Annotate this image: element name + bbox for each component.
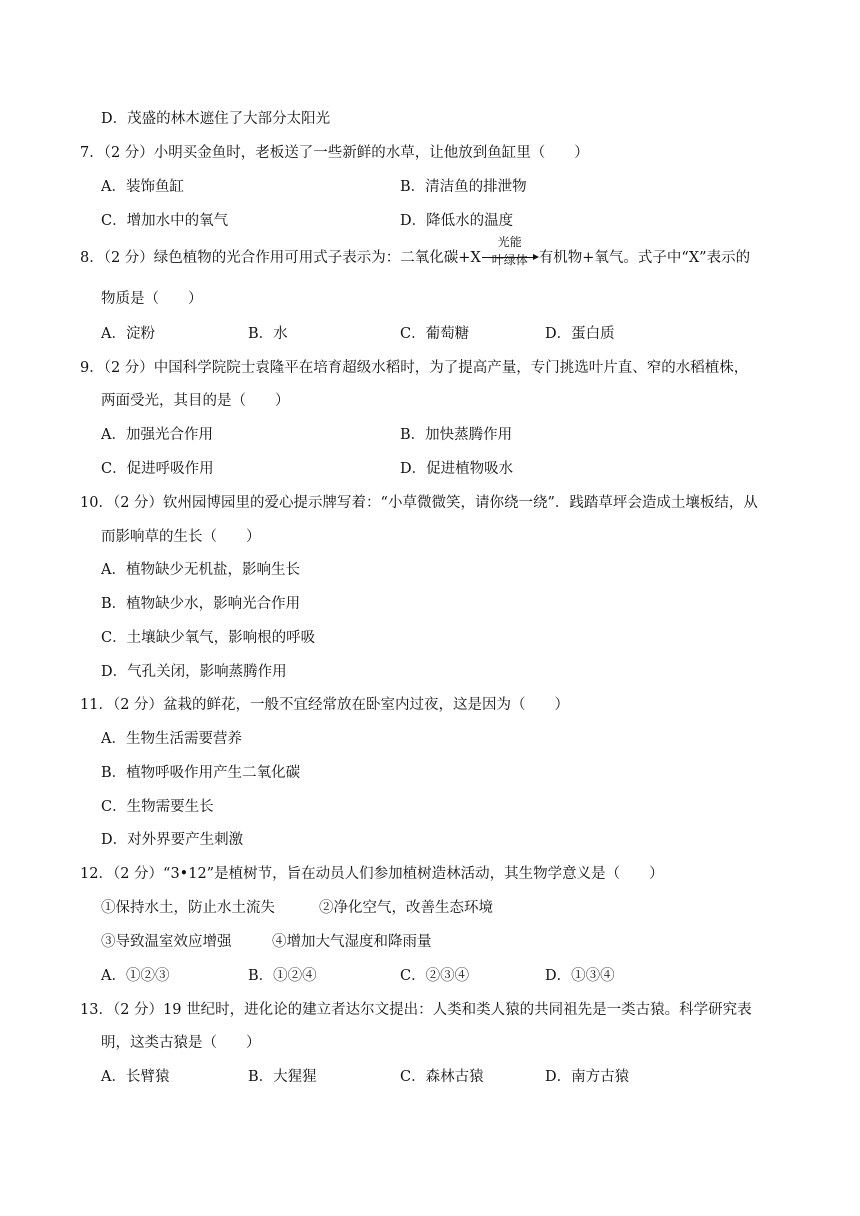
- q7-stem: 7．（2 分）小明买金鱼时，老板送了一些新鲜的水草，让他放到鱼缸里（ ）: [80, 145, 589, 161]
- q9-option-b: B．加快蒸腾作用: [400, 427, 513, 443]
- q10-option-a: A．植物缺少无机盐，影响生长: [101, 562, 300, 578]
- q7-option-b: B．清洁鱼的排泄物: [400, 179, 527, 195]
- q10-option-c: C．土壤缺少氧气，影响根的呼吸: [101, 630, 316, 646]
- reaction-condition-bottom: 叶绿体: [491, 253, 528, 267]
- q8-stem-after: 有机物+氧气。式子中“X”表示的: [538, 250, 751, 266]
- q8-option-b: B．水: [248, 326, 288, 342]
- q8-stem-before: 8．（2 分）绿色植物的光合作用可用式子表示为：二氧化碳+X: [80, 250, 481, 266]
- q12-option-d: D．①③④: [545, 968, 615, 984]
- q10-option-d: D．气孔关闭，影响蒸腾作用: [101, 664, 287, 680]
- q11-option-b: B．植物呼吸作用产生二氧化碳: [101, 765, 301, 781]
- q9-option-a: A．加强光合作用: [101, 427, 213, 443]
- q13-option-b: B．大猩猩: [248, 1069, 317, 1085]
- q11-option-a: A．生物生活需要营养: [101, 731, 242, 747]
- q11-stem: 11．（2 分）盆栽的鲜花，一般不宜经常放在卧室内过夜，这是因为（ ）: [80, 697, 570, 713]
- q12-item-2: ②净化空气，改善生态环境: [319, 900, 493, 916]
- q9-option-d: D．促进植物吸水: [400, 461, 514, 477]
- q12-option-b: B．①②④: [248, 968, 317, 984]
- q12-item-4: ④增加大气湿度和降雨量: [272, 934, 432, 950]
- q9-option-c: C．促进呼吸作用: [101, 461, 214, 477]
- q13-stem: 13．（2 分）19 世纪时，进化论的建立者达尔文提出：人类和类人猿的共同祖先是一类古猿。科学研究表: [80, 1002, 752, 1018]
- q8-stem: [80, 235, 751, 268]
- q9-stem-line2: 两面受光，其目的是（ ）: [101, 393, 290, 409]
- q13-option-c: C．森林古猿: [400, 1069, 484, 1085]
- q10-option-b: B．植物缺少水，影响光合作用: [101, 596, 301, 612]
- q7-option-a: A．装饰鱼缸: [101, 179, 184, 195]
- q8-stem-line2: 物质是（ ）: [101, 291, 203, 307]
- q9-stem: 9．（2 分）中国科学院院士袁隆平在培育超级水稻时，为了提高产量，专门挑选叶片直、窄的水稻植株，: [80, 360, 749, 376]
- q6-option-d: D．茂盛的林木遮住了大部分太阳光: [101, 111, 331, 127]
- q11-option-c: C．生物需要生长: [101, 799, 214, 815]
- q13-option-a: A．长臂猿: [101, 1069, 170, 1085]
- q10-stem: 10．（2 分）钦州园博园里的爱心提示牌写着：“小草微微笑，请你绕一绕”．践踏草坪会造成土壤板结，从: [80, 495, 758, 511]
- reaction-arrow: [482, 235, 538, 268]
- q7-option-d: D．降低水的温度: [400, 213, 514, 229]
- q8-option-a: A．淀粉: [101, 326, 155, 342]
- q7-option-c: C．增加水中的氧气: [101, 213, 229, 229]
- q12-item-1: ①保持水土，防止水土流失: [101, 900, 275, 916]
- q13-stem-line2: 明，这类古猿是（ ）: [101, 1035, 261, 1051]
- q12-stem: 12．（2 分）“3•12”是植树节，旨在动员人们参加植树造林活动，其生物学意义是（ ）: [80, 866, 664, 882]
- q8-option-c: C．葡萄糖: [400, 326, 470, 342]
- q8-option-d: D．蛋白质: [545, 326, 615, 342]
- q13-option-d: D．南方古猿: [545, 1069, 630, 1085]
- q10-stem-line2: 而影响草的生长（ ）: [101, 529, 261, 545]
- q12-option-a: A．①②③: [101, 968, 170, 984]
- reaction-condition-top: 光能: [497, 235, 522, 249]
- q11-option-d: D．对外界要产生刺激: [101, 832, 244, 848]
- q12-option-c: C．②③④: [400, 968, 470, 984]
- q12-item-3: ③导致温室效应增强: [101, 934, 232, 950]
